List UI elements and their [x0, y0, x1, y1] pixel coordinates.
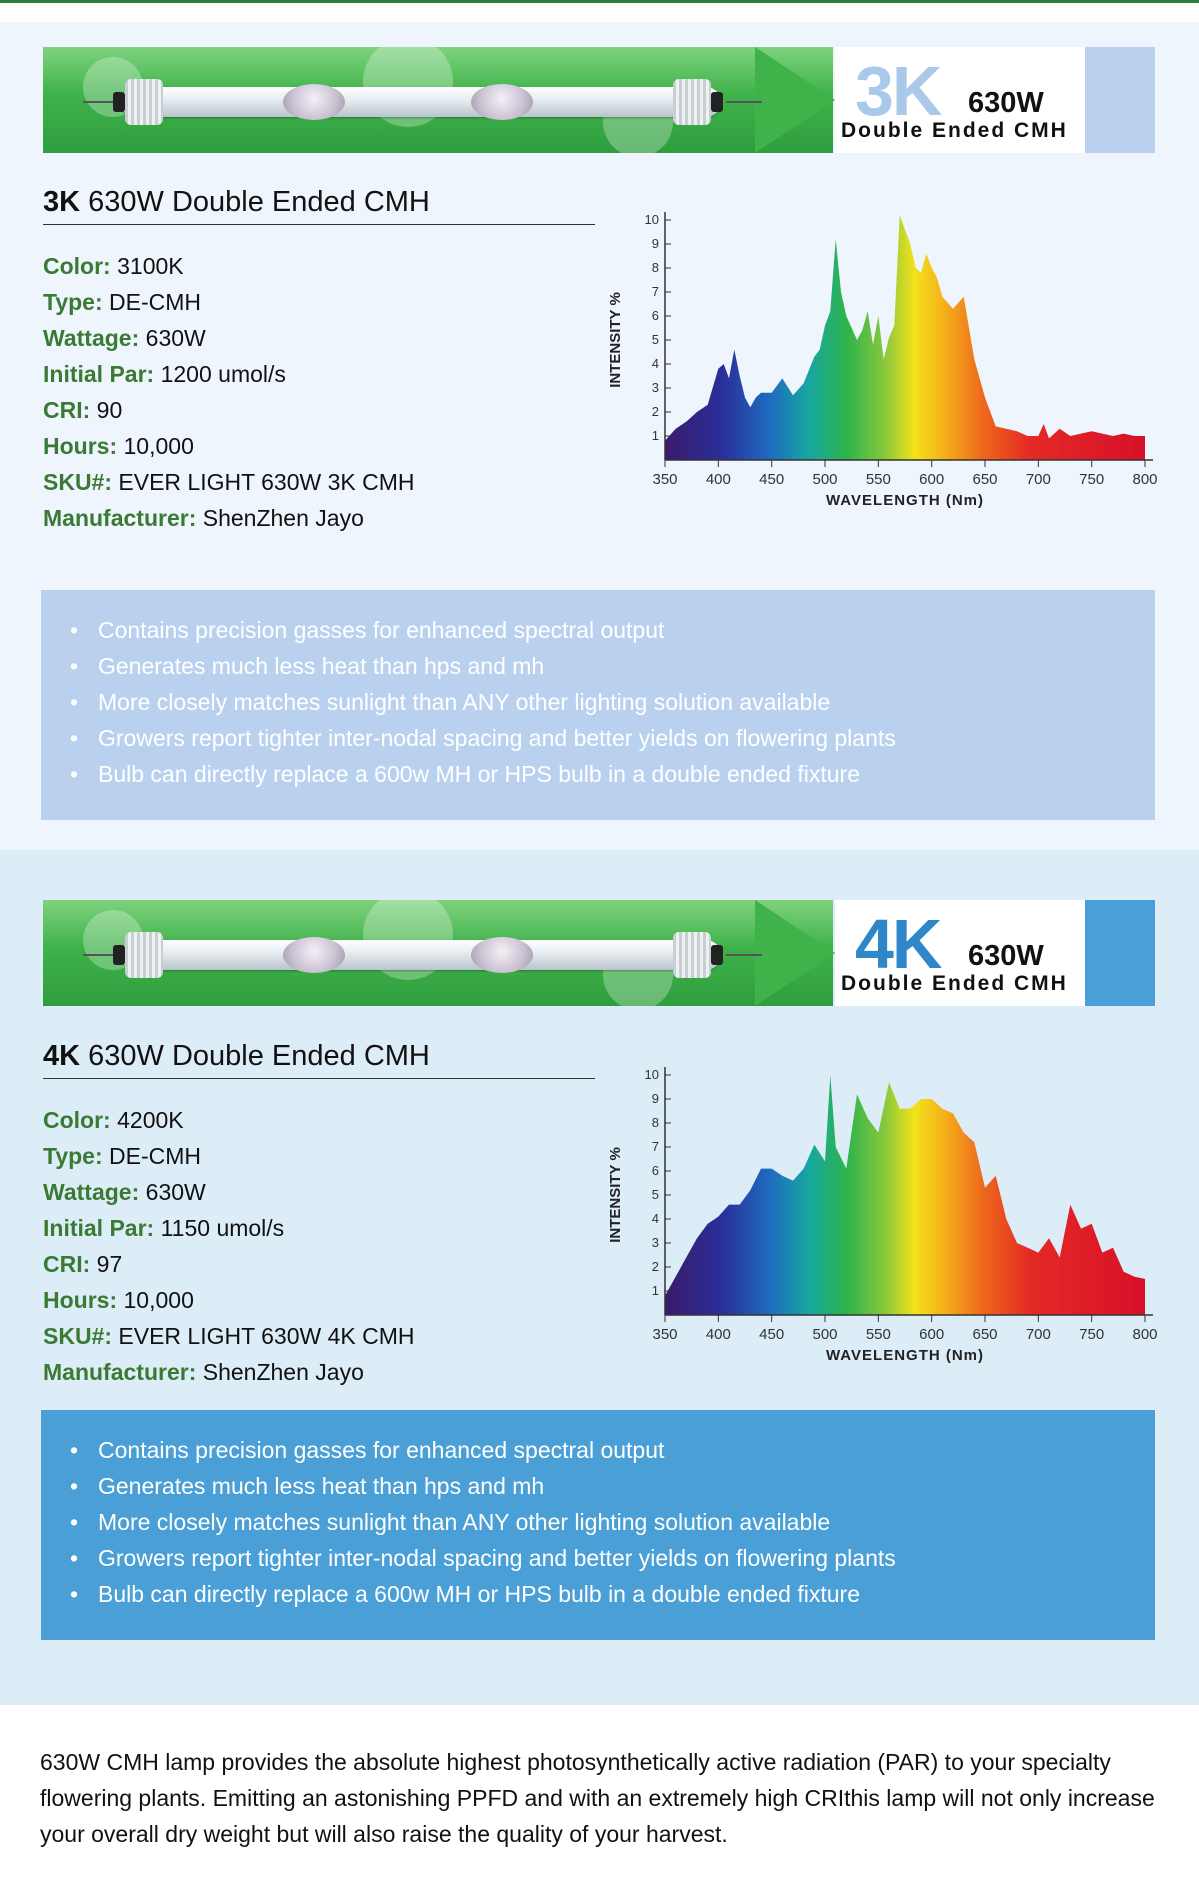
feature-item: • Growers report tighter inter-nodal spacing and better yields on flowering plants: [98, 1540, 1155, 1576]
y-tick-label: 4: [651, 1211, 659, 1226]
spec-row: Initial Par: 1200 umol/s: [43, 361, 286, 387]
bulb-arc-tube-right: [471, 84, 533, 120]
y-tick-label: 1: [651, 428, 659, 443]
x-tick-label: 650: [972, 471, 998, 488]
feature-item: • Generates much less heat than hps and mh: [98, 648, 1155, 684]
x-tick-label: 450: [759, 471, 785, 488]
x-tick-label: 400: [705, 1326, 731, 1343]
x-tick-label: 750: [1079, 1326, 1105, 1343]
spec-row: Color: 3100K: [43, 253, 184, 279]
x-tick-label: 650: [972, 1326, 998, 1343]
feature-item: • Bulb can directly replace a 600w MH or HPS bulb in a double ended fixture: [98, 756, 1155, 792]
title-underline: [43, 1078, 595, 1079]
spec-row: CRI: 97: [43, 1251, 123, 1277]
y-tick-label: 9: [651, 236, 659, 251]
y-axis-label: INTENSITY %: [607, 292, 624, 388]
bulb-arc-tube-left: [283, 84, 345, 120]
spec-list: [43, 248, 415, 536]
spec-row: Manufacturer: ShenZhen Jayo: [43, 505, 364, 531]
y-tick-label: 8: [651, 1115, 659, 1130]
top-divider: [0, 0, 1199, 3]
x-tick-label: 700: [1025, 471, 1051, 488]
spec-row: Type: DE-CMH: [43, 1143, 202, 1169]
x-tick-label: 550: [865, 471, 891, 488]
y-tick-label: 5: [651, 332, 659, 347]
y-tick-label: 10: [644, 1067, 659, 1082]
y-tick-label: 6: [651, 308, 659, 323]
feature-item: • Growers report tighter inter-nodal spacing and better yields on flowering plants: [98, 720, 1155, 756]
product-banner-4k: [43, 900, 1155, 1006]
feature-item: • Contains precision gasses for enhanced spectral output: [98, 612, 1155, 648]
spec-list: [43, 1102, 415, 1390]
y-tick-label: 2: [651, 1259, 659, 1274]
spec-row: Color: 4200K: [43, 1107, 184, 1133]
y-tick-label: 6: [651, 1163, 659, 1178]
y-tick-label: 3: [651, 1235, 659, 1250]
spec-row: Hours: 10,000: [43, 1287, 194, 1313]
y-tick-label: 9: [651, 1091, 659, 1106]
x-tick-label: 500: [812, 471, 838, 488]
spec-row: Manufacturer: ShenZhen Jayo: [43, 1359, 364, 1385]
bulb-tube-image: [121, 940, 721, 970]
product-description: 630W CMH lamp provides the absolute highest photosynthetically active radiation (PAR) to your specialty flowering plants. Emitting an astonishing PPFD and with an extremely high CRIthis lamp will not only increase your overall dry weight but will also raise the quality of your harvest.: [40, 1749, 1155, 1847]
spectrum-area: [665, 215, 1145, 460]
y-tick-label: 4: [651, 356, 659, 371]
banner-color-block: [1085, 900, 1155, 1006]
spectrum-chart-3k: [600, 200, 1160, 530]
spec-row: Initial Par: 1150 umol/s: [43, 1215, 285, 1241]
x-axis-label: WAVELENGTH (Nm): [825, 492, 985, 509]
x-tick-label: 450: [759, 1326, 785, 1343]
spec-row: CRI: 90: [43, 397, 123, 423]
banner-color-block: [1085, 47, 1155, 153]
product-section-3k: [0, 22, 1199, 850]
banner-arrow-shape: [755, 47, 835, 153]
x-tick-label: 750: [1079, 471, 1105, 488]
feature-list-4k: [41, 1410, 1155, 1640]
x-tick-label: 350: [652, 1326, 678, 1343]
y-tick-label: 3: [651, 380, 659, 395]
product-banner-3k: [43, 47, 1155, 153]
spec-row: Hours: 10,000: [43, 433, 194, 459]
spectrum-chart-4k: [600, 1055, 1160, 1385]
y-tick-label: 10: [644, 212, 659, 227]
bulb-right-cap: [711, 92, 723, 112]
bulb-left-cap: [113, 92, 125, 112]
feature-item: • More closely matches sunlight than ANY other lighting solution available: [98, 684, 1155, 720]
bulb-right-cap: [711, 945, 723, 965]
x-tick-label: 800: [1132, 471, 1158, 488]
spec-row: SKU#: EVER LIGHT 630W 3K CMH: [43, 469, 415, 495]
banner-wattage: 630W: [968, 940, 1044, 972]
product-title: 3K 630W Double Ended CMH: [43, 186, 430, 218]
y-tick-label: 7: [651, 284, 659, 299]
product-title: 4K 630W Double Ended CMH: [43, 1040, 430, 1072]
banner-temperature: 3K: [855, 52, 941, 130]
feature-item: • More closely matches sunlight than ANY other lighting solution available: [98, 1504, 1155, 1540]
x-tick-label: 350: [652, 471, 678, 488]
banner-wattage: 630W: [968, 87, 1044, 119]
banner-arrow-shape: [755, 900, 835, 1006]
bulb-tube-image: [121, 87, 721, 117]
feature-item: • Contains precision gasses for enhanced spectral output: [98, 1432, 1155, 1468]
product-section-4k: [0, 850, 1199, 1705]
x-tick-label: 500: [812, 1326, 838, 1343]
feature-list-3k: [41, 590, 1155, 820]
y-tick-label: 2: [651, 404, 659, 419]
banner-temperature: 4K: [855, 905, 941, 983]
x-tick-label: 550: [865, 1326, 891, 1343]
bulb-left-cap: [113, 945, 125, 965]
x-tick-label: 800: [1132, 1326, 1158, 1343]
y-axis-label: INTENSITY %: [607, 1147, 624, 1243]
x-tick-label: 400: [705, 471, 731, 488]
banner-subtitle: Double Ended CMH: [841, 119, 1068, 142]
bulb-arc-tube-left: [283, 937, 345, 973]
x-tick-label: 700: [1025, 1326, 1051, 1343]
title-underline: [43, 224, 595, 225]
spec-row: Type: DE-CMH: [43, 289, 202, 315]
x-tick-label: 600: [919, 471, 945, 488]
y-tick-label: 1: [651, 1283, 659, 1298]
spec-row: SKU#: EVER LIGHT 630W 4K CMH: [43, 1323, 415, 1349]
x-tick-label: 600: [919, 1326, 945, 1343]
x-axis-label: WAVELENGTH (Nm): [825, 1347, 985, 1364]
spec-row: Wattage: 630W: [43, 1179, 206, 1205]
spectrum-area: [665, 1075, 1145, 1315]
bulb-arc-tube-right: [471, 937, 533, 973]
feature-item: • Bulb can directly replace a 600w MH or HPS bulb in a double ended fixture: [98, 1576, 1155, 1612]
spec-row: Wattage: 630W: [43, 325, 206, 351]
banner-subtitle: Double Ended CMH: [841, 972, 1068, 995]
y-tick-label: 7: [651, 1139, 659, 1154]
y-tick-label: 8: [651, 260, 659, 275]
feature-item: • Generates much less heat than hps and mh: [98, 1468, 1155, 1504]
y-tick-label: 5: [651, 1187, 659, 1202]
